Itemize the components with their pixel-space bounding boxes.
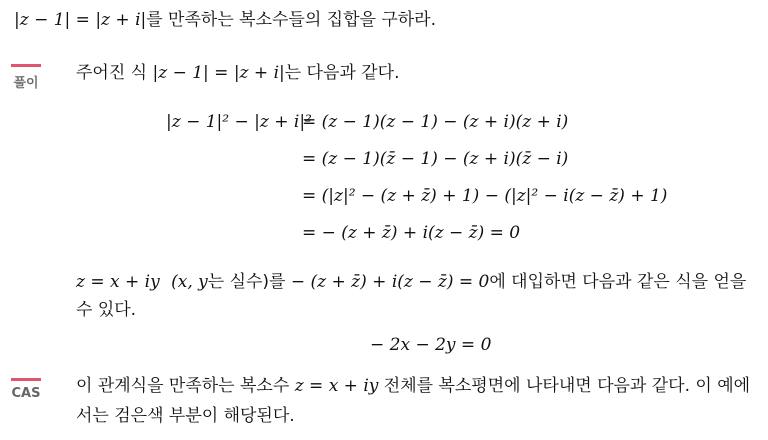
solution-label: 풀이 [4, 64, 48, 91]
solution-intro: 주어진 식 |z − 1| = |z + i|는 다음과 같다. [76, 63, 400, 83]
cas-label: CAS [4, 378, 48, 401]
derivation-step2: = (z − 1)(z̄ − 1) − (z + i)(z̄ − i) [302, 149, 569, 169]
substitution-line-2: 수 있다. [76, 300, 137, 320]
problem-text: 를 만족하는 복소수들의 집합을 구하라. [146, 10, 437, 30]
problem-statement [14, 8, 436, 32]
cas-line-1: 이 관계식을 만족하는 복소수 z = x + iy 전체를 복소평면에 나타내면 다음과 같다. 이 예에 [76, 376, 751, 396]
derivation-lhs: |z − 1|² − |z + i|² [166, 112, 312, 132]
label-bar [11, 64, 41, 67]
derivation-step1: = (z − 1)(z − 1) − (z + i)(z + i) [302, 112, 569, 132]
substitution-line-1: z = x + iy (x, y는 실수)를 − (z + z̄) + i(z − z̄) = 0에 대입하면 다음과 같은 식을 얻을 [76, 272, 747, 292]
cas-line-2: 서는 검은색 부분이 해당된다. [76, 406, 295, 426]
problem-equation: |z − 1| = |z + i| [14, 10, 147, 30]
derivation-step4: = − (z + z̄) + i(z − z̄) = 0 [302, 223, 521, 243]
result-equation: − 2x − 2y = 0 [370, 335, 492, 355]
derivation-step3: = (|z|² − (z + z̄) + 1) − (|z|² − i(z − z̄) + 1) [302, 186, 668, 206]
label-bar [11, 378, 41, 381]
intro-equation: |z − 1| = |z + i| [152, 63, 285, 83]
